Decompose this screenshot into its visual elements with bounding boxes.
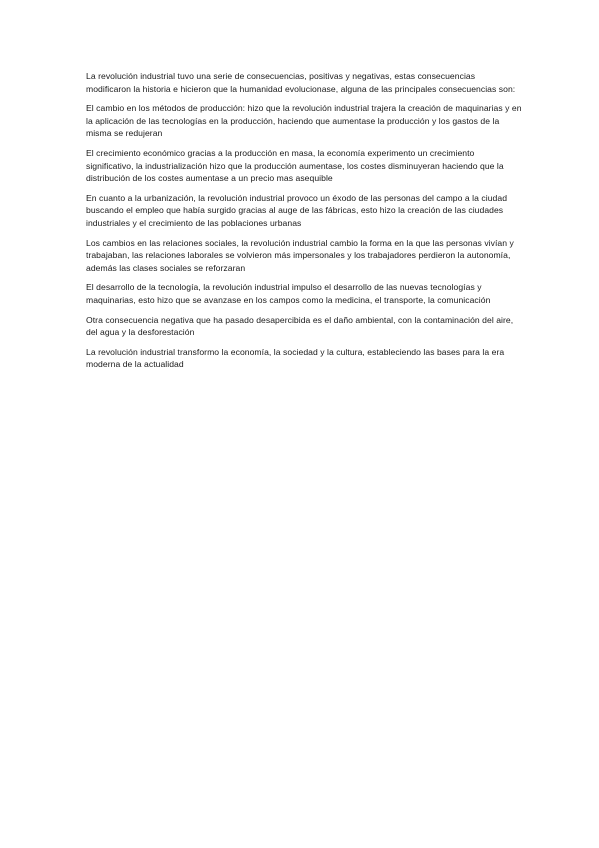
paragraph-technology: El desarrollo de la tecnología, la revolución industrial impulso el desarrollo de las nuevas tecnologías y maquinarias, esto hizo que se avanzase en los campos como la medicina, el transporte, la comunicación [86, 282, 491, 305]
paragraph-urbanization: En cuanto a la urbanización, la revolución industrial provoco un éxodo de las personas del campo a la ciudad buscando el empleo que había surgido gracias al auge de las fábricas, esto hizo la creación de las ciudades industriales y el crecimiento de las poblaciones urbanas [86, 192, 508, 228]
paragraph-economic-growth: El crecimiento económico gracias a la producción en masa, la economía experimento un crecimiento significativo, la industrialización hizo que la producción aumentase, los costes disminuyeran haciendo que la distribución de los costes aumentase a un precio mas asequible [86, 147, 504, 184]
paragraph-production-methods: El cambio en los métodos de producción: hizo que la revolución industrial trajera la creación de maquinarias y en la aplicación de las tecnologías en la producción, haciendo que aumentase la producción y los gastos de la misma se redujeran [86, 103, 522, 139]
paragraph-conclusion: La revolución industrial transformo la economía, la sociedad y la cultura, estableciendo las bases para la era moderna de la actualidad [86, 346, 505, 370]
paragraph-intro: La revolución industrial tuvo una serie de consecuencias, positivas y negativas, estas consecuencias modificaron la historia e hicieron que la humanidad evolucionase, alguna de las principales consecuencias son: [86, 71, 516, 94]
document-body [86, 70, 522, 378]
paragraph-environmental-damage: Otra consecuencia negativa que ha pasado desapercibida es el daño ambiental, con la contaminación del aire, del agua y la desforestación [86, 314, 514, 338]
paragraph-social-relations: Los cambios en las relaciones sociales, la revolución industrial cambio la forma en la que las personas vivían y trabajaban, las relaciones laborales se volvieron más impersonales y los trabajadores perdieron la autonomía, además las clases sociales se reforzaran [86, 237, 514, 273]
